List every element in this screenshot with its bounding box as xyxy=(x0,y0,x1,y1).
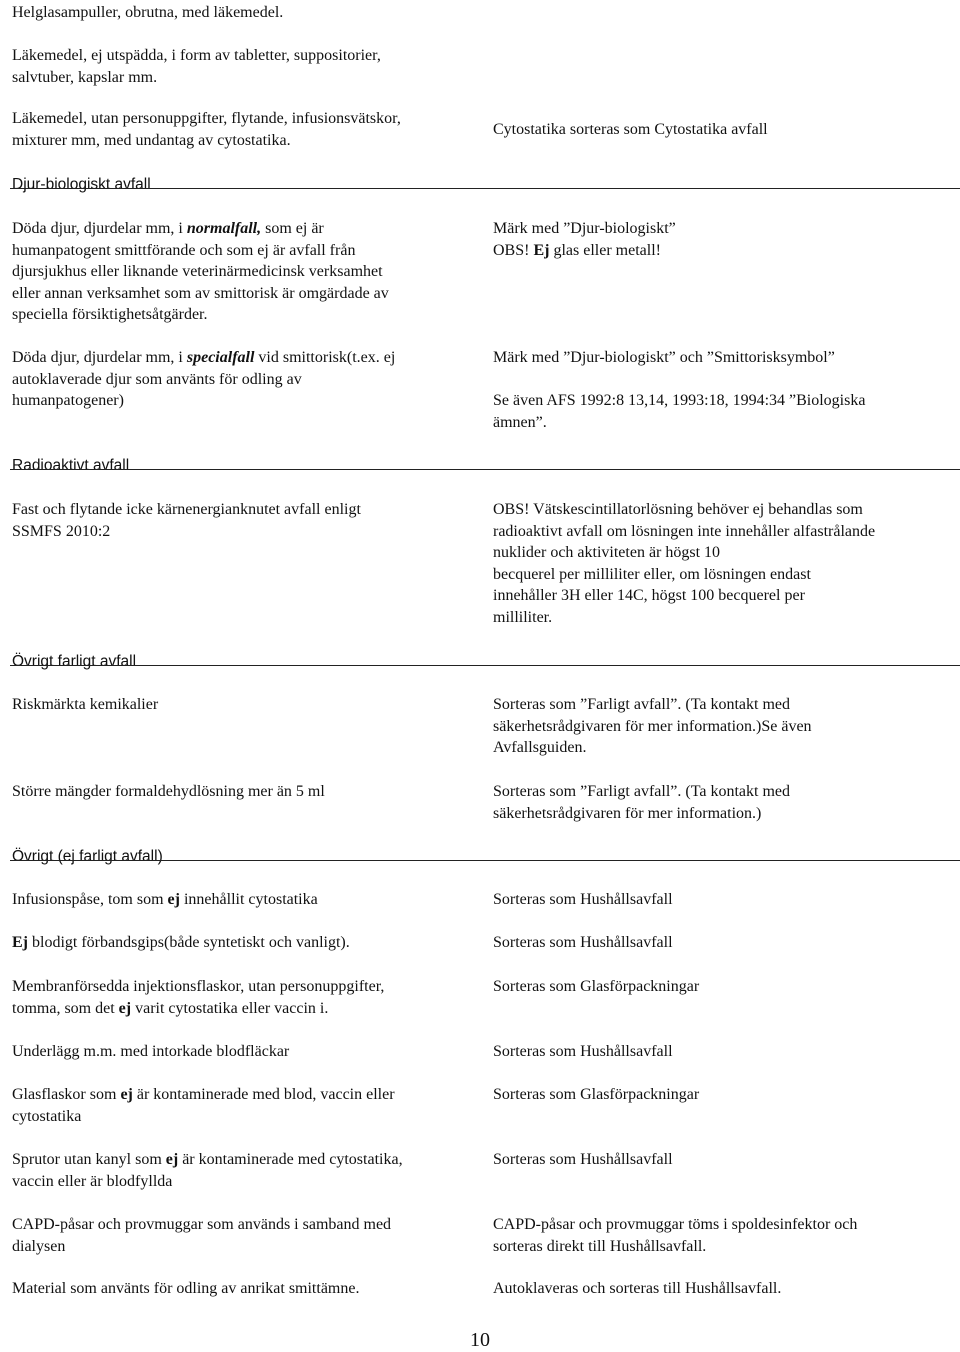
item-note: nuklider och aktiviteten är högst 10 xyxy=(493,544,721,561)
item-text: Läkemedel, ej utspädda, i form av tabletter, suppositorier, xyxy=(12,47,381,64)
emphasis: specialfall xyxy=(186,349,255,366)
item-text: Läkemedel, utan personuppgifter, flytande, infusionsvätskor, xyxy=(12,110,401,127)
emphasis: ej xyxy=(118,999,132,1017)
item-text: Infusionspåse, tom som ej innehållit cytostatika xyxy=(12,891,318,908)
item-note: ämnen”. xyxy=(493,413,547,431)
item-note: milliliter. xyxy=(493,608,553,626)
item-text: Material som använts för odling av anrikat smittämne. xyxy=(12,1280,360,1297)
item-text: Helglasampuller, obrutna, med läkemedel. xyxy=(12,4,284,21)
item-text: Döda djur, djurdelar mm, i specialfall vid smittorisk(t.ex. ej xyxy=(12,349,396,366)
emphasis: Ej xyxy=(533,241,550,259)
item-text: cytostatika xyxy=(12,1107,82,1125)
section-divider xyxy=(10,860,960,861)
emphasis: ej xyxy=(167,891,180,908)
section-heading-djur: Djur-biologiskt avfall xyxy=(12,176,151,193)
item-note: Autoklaveras och sorteras till Hushållsavfall. xyxy=(493,1280,782,1297)
item-note: säkerhetsrådgivaren för mer information.) xyxy=(493,804,762,822)
section-heading-ejfarligt: Övrigt (ej farligt avfall) xyxy=(12,848,163,865)
item-note: Sorteras som Glasförpackningar xyxy=(493,1086,700,1103)
item-note: CAPD-påsar och provmuggar töms i spoldesinfektor och xyxy=(493,1216,858,1233)
item-text: speciella försiktighetsåtgärder. xyxy=(12,306,208,323)
section-divider xyxy=(10,469,960,470)
item-note: säkerhetsrådgivaren för mer information.)Se även xyxy=(493,717,812,735)
item-text: SSMFS 2010:2 xyxy=(12,522,111,540)
item-note: sorteras direkt till Hushållsavfall. xyxy=(493,1237,707,1255)
emphasis: ej xyxy=(120,1086,133,1103)
item-text: Större mängder formaldehydlösning mer än 5 ml xyxy=(12,783,325,800)
item-note: OBS! Vätskescintillatorlösning behöver ej behandlas som xyxy=(493,501,863,518)
item-text: CAPD-påsar och provmuggar som används i samband med xyxy=(12,1216,392,1233)
item-text: Sprutor utan kanyl som ej är kontaminerade med cytostatika, xyxy=(12,1151,403,1168)
item-note: Se även AFS 1992:8 13,14, 1993:18, 1994:34 ”Biologiska xyxy=(493,392,866,409)
item-text: humanpatogent smittförande och som ej är avfall från xyxy=(12,241,356,259)
item-note: Märk med ”Djur-biologiskt” xyxy=(493,220,676,237)
item-text: Glasflaskor som ej är kontaminerade med blod, vaccin eller xyxy=(12,1086,395,1103)
item-note: Sorteras som Glasförpackningar xyxy=(493,978,700,995)
emphasis: ej xyxy=(165,1151,179,1168)
section-heading-radio: Radioaktivt avfall xyxy=(12,457,130,474)
section-divider xyxy=(10,188,960,189)
item-text: Riskmärkta kemikalier xyxy=(12,696,159,713)
emphasis: Ej xyxy=(12,934,28,951)
item-text: Fast och flytande icke kärnenergianknutet avfall enligt xyxy=(12,501,361,518)
item-text: salvtuber, kapslar mm. xyxy=(12,68,158,86)
item-note: Sorteras som Hushållsavfall xyxy=(493,1043,673,1060)
section-divider xyxy=(10,665,960,666)
item-note: Märk med ”Djur-biologiskt” och ”Smittorisksymbol” xyxy=(493,349,835,366)
item-note: OBS! Ej glas eller metall! xyxy=(493,241,661,259)
item-note: Sorteras som Hushållsavfall xyxy=(493,934,673,951)
item-note: Cytostatika sorteras som Cytostatika avfall xyxy=(493,120,768,138)
item-note: Sorteras som ”Farligt avfall”. (Ta kontakt med xyxy=(493,696,791,713)
item-text: Underlägg m.m. med intorkade blodfläckar xyxy=(12,1043,290,1060)
item-note: becquerel per milliliter eller, om lösningen endast xyxy=(493,565,811,583)
item-text: Döda djur, djurdelar mm, i normalfall, som ej är xyxy=(12,220,324,237)
page-number: 10 xyxy=(470,1329,490,1351)
item-note: radioaktivt avfall om lösningen inte innehåller alfastrålande xyxy=(493,522,876,540)
item-text: djursjukhus eller liknande veterinärmedicinsk verksamhet xyxy=(12,263,383,280)
item-text: Membranförsedda injektionsflaskor, utan personuppgifter, xyxy=(12,978,385,995)
item-note: Avfallsguiden. xyxy=(493,739,587,756)
item-note: Sorteras som ”Farligt avfall”. (Ta kontakt med xyxy=(493,783,791,800)
item-text: Ej blodigt förbandsgips(både syntetiskt och vanligt). xyxy=(12,934,350,951)
item-note: Sorteras som Hushållsavfall xyxy=(493,1151,673,1168)
item-text: vaccin eller är blodfyllda xyxy=(12,1172,173,1190)
emphasis: normalfall, xyxy=(186,220,262,237)
item-text: dialysen xyxy=(12,1237,66,1255)
item-text: mixturer mm, med undantag av cytostatika. xyxy=(12,131,291,149)
item-note: Sorteras som Hushållsavfall xyxy=(493,891,673,908)
item-text: eller annan verksamhet som av smittorisk är omgärdade av xyxy=(12,284,389,302)
item-text: autoklaverade djur som använts för odling av xyxy=(12,370,302,388)
section-heading-farligt: Övrigt farligt avfall xyxy=(12,653,137,670)
item-note: innehåller 3H eller 14C, högst 100 becquerel per xyxy=(493,587,805,604)
item-text: humanpatogener) xyxy=(12,392,124,409)
item-text: tomma, som det ej varit cytostatika eller vaccin i. xyxy=(12,999,329,1017)
